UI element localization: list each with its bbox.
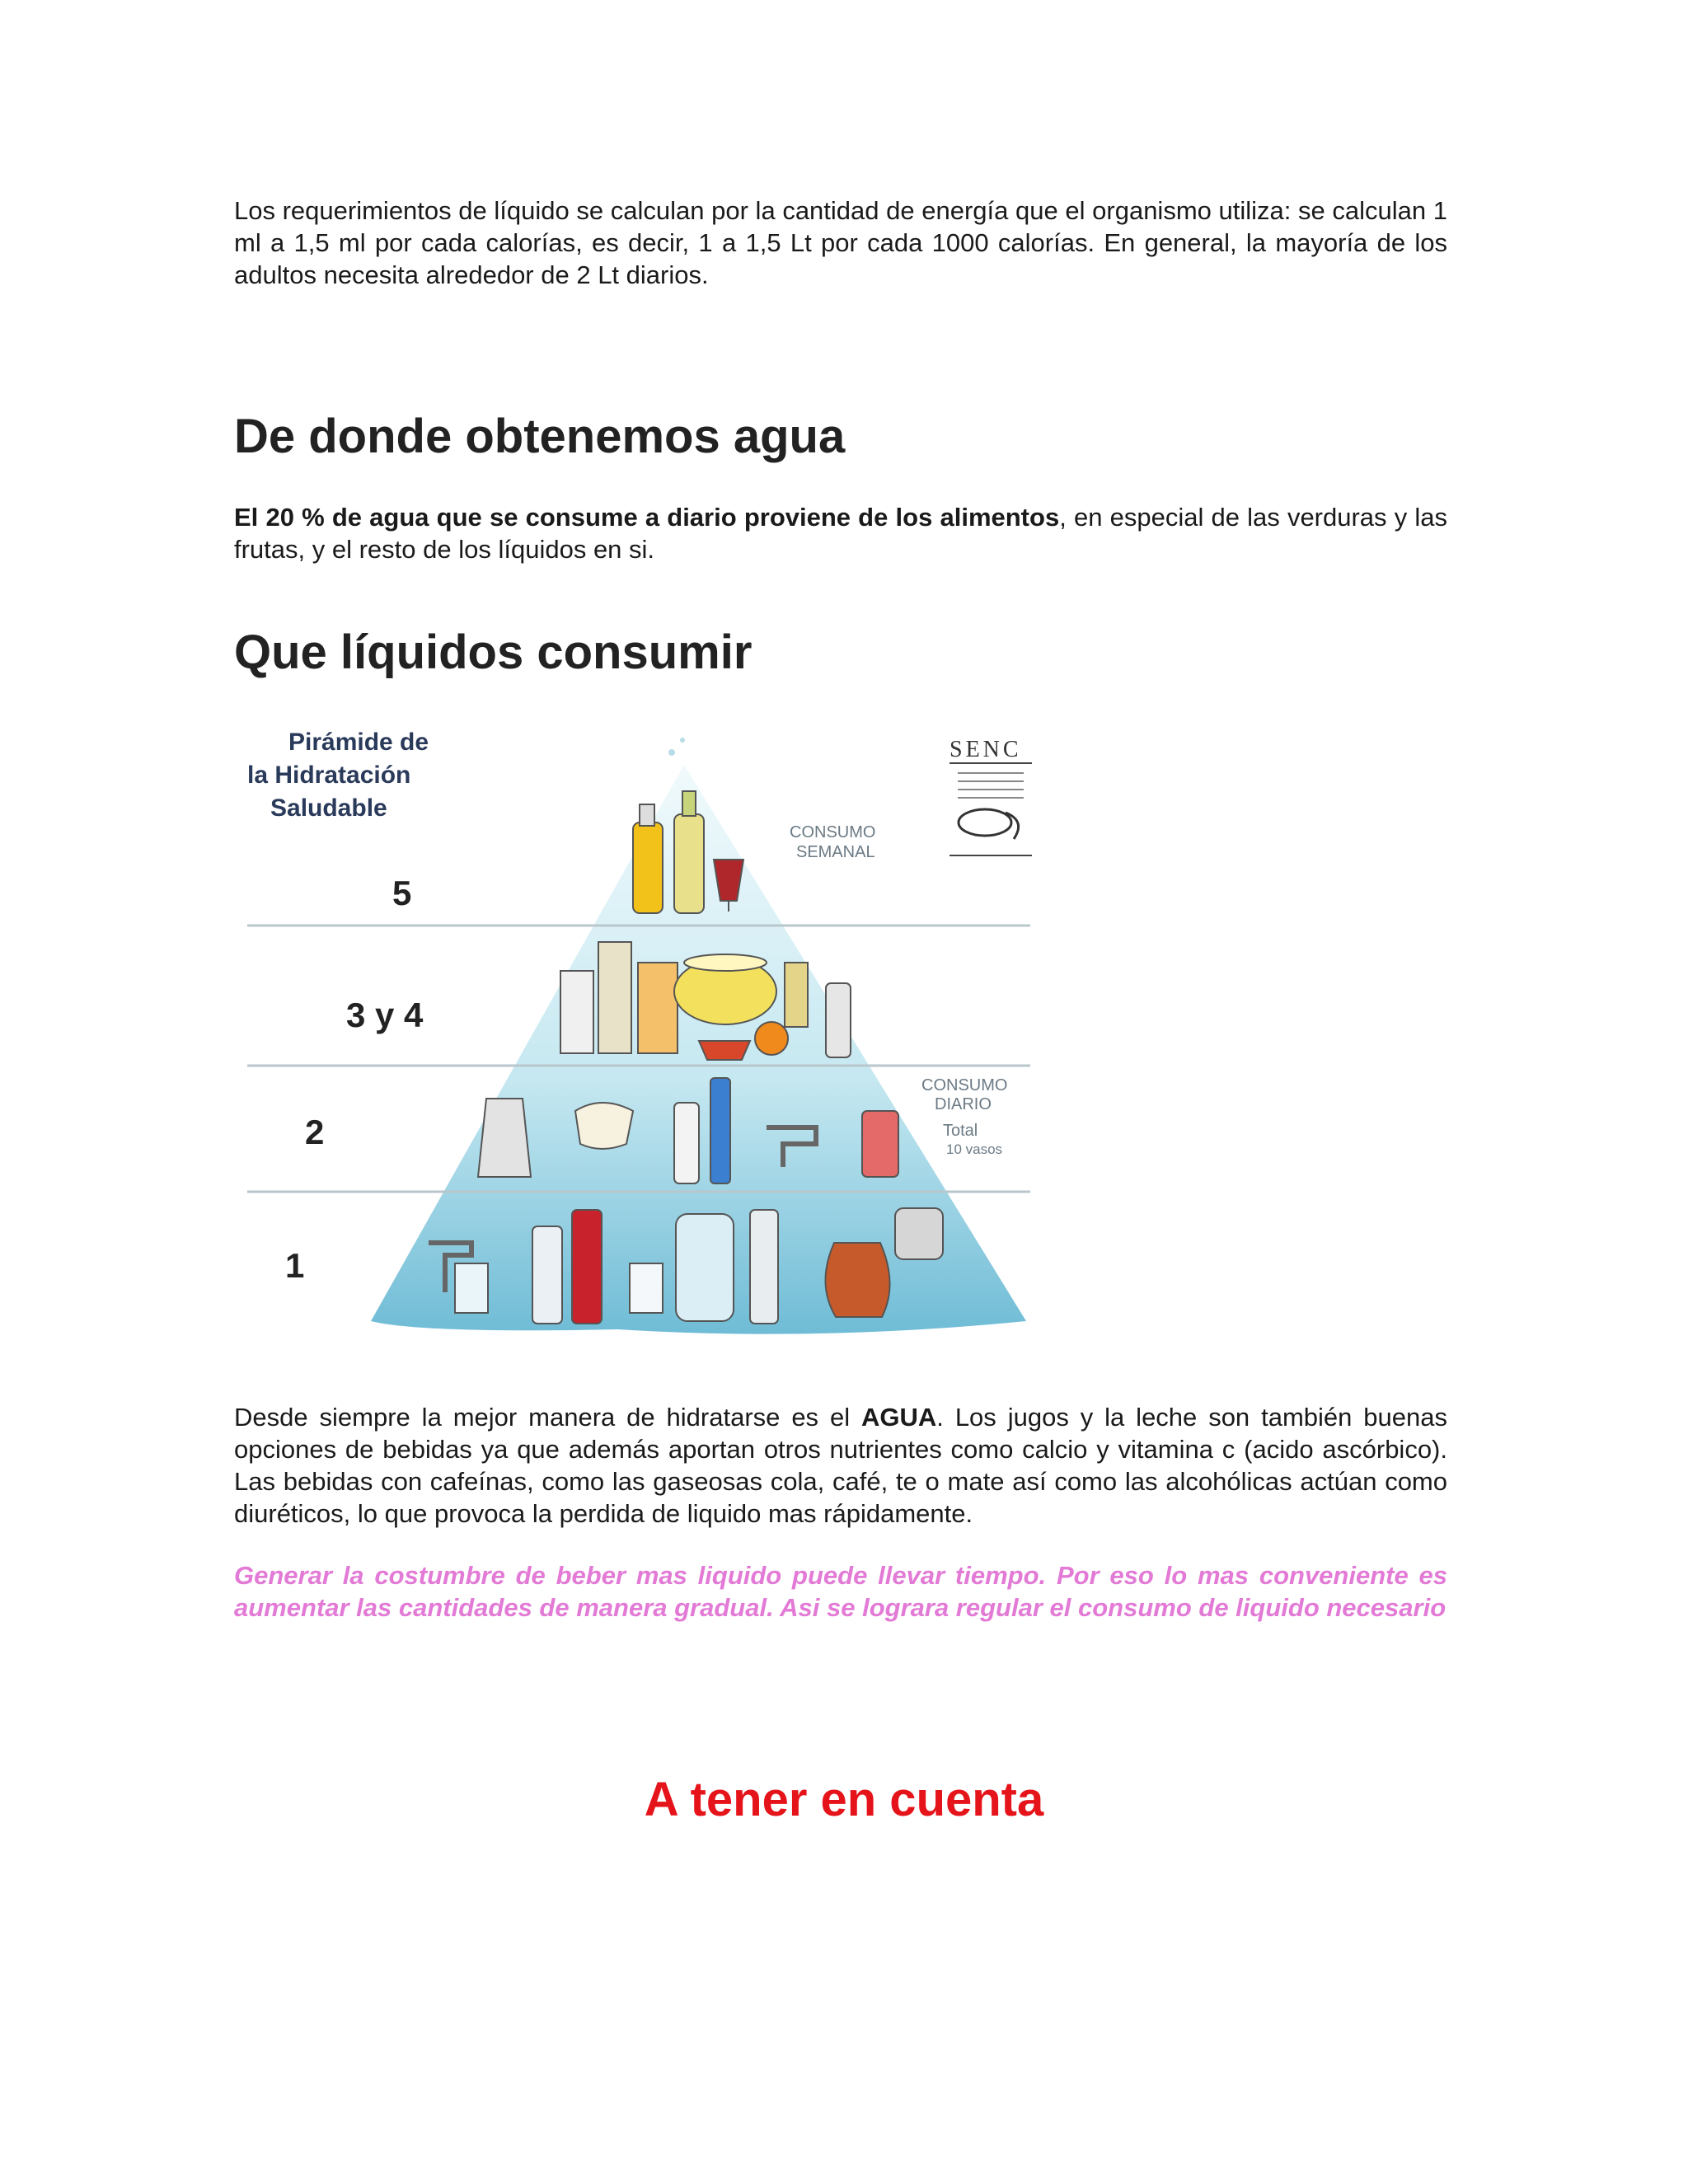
total-label-line1: Total bbox=[943, 1122, 978, 1140]
intro-paragraph: Los requerimientos de líquido se calculan por la cantidad de energía que el organismo utiliza: se calculan 1 ml a 1,5 ml por cada calorías, es decir, 1 a 1,5 Lt por cada 1000 calorías. En general, la mayoría de los adultos necesita alrededor de 2 Lt diarios. bbox=[234, 196, 1447, 289]
weekly-label-line1: CONSUMO bbox=[790, 823, 876, 841]
hydration-pyramid-figure bbox=[239, 715, 1047, 1342]
heading-which-liquids: Que líquidos consumir bbox=[234, 626, 753, 679]
section1-bold-text: El 20 % de agua que se consume a diario proviene de los alimentos bbox=[234, 503, 1060, 532]
highlight-paragraph: Generar la costumbre de beber mas liquido puede llevar tiempo. Por eso lo mas conveniente es aumentar las cantidades de manera gradual. Asi se lograra regular el consumo de liquido necesario bbox=[234, 1561, 1447, 1622]
level5-drinks-illustration bbox=[633, 738, 743, 913]
weekly-label-line2: SEMANAL bbox=[796, 843, 875, 861]
level-label-3y4: 3 y 4 bbox=[346, 996, 424, 1034]
section1-rest-text: , en especial de las verduras y las frutas, y el resto de los líquidos en si. bbox=[234, 503, 1447, 564]
body-text-2: . Los jugos y la leche son también buenas opciones de bebidas ya que además aportan otros nutrientes como calcio y vitamina c (acido ascórbico). Las bebidas con cafeínas, como las gaseosas cola, café, te o mate así como las alcohólicas actúan como diuréticos, lo que provoca la perdida de liquido mas rápidamente. bbox=[234, 1403, 1447, 1528]
a-tener-en-cuenta-title: A tener en cuenta bbox=[644, 1773, 1044, 1826]
level-label-1: 1 bbox=[285, 1246, 305, 1285]
figure-title-line3: Saludable bbox=[270, 794, 387, 822]
heading-where-water: De donde obtenemos agua bbox=[234, 410, 846, 463]
body-paragraph bbox=[234, 1401, 1447, 1530]
senc-logo bbox=[948, 732, 1039, 855]
body-agua-bold: AGUA bbox=[861, 1403, 937, 1432]
daily-label-line1: CONSUMO bbox=[921, 1076, 1008, 1094]
total-label-line2: 10 vasos bbox=[946, 1141, 1003, 1157]
figure-title-line1: Pirámide de bbox=[288, 729, 429, 756]
level-label-2: 2 bbox=[305, 1113, 325, 1151]
senc-logo-text: SENC bbox=[950, 737, 1022, 762]
body-text-1: Desde siempre la mejor manera de hidratarse es el bbox=[234, 1403, 862, 1432]
daily-label-line2: DIARIO bbox=[935, 1095, 992, 1113]
figure-title-line2: la Hidratación bbox=[247, 762, 411, 789]
section1-paragraph bbox=[234, 501, 1447, 565]
level-label-5: 5 bbox=[392, 874, 412, 912]
